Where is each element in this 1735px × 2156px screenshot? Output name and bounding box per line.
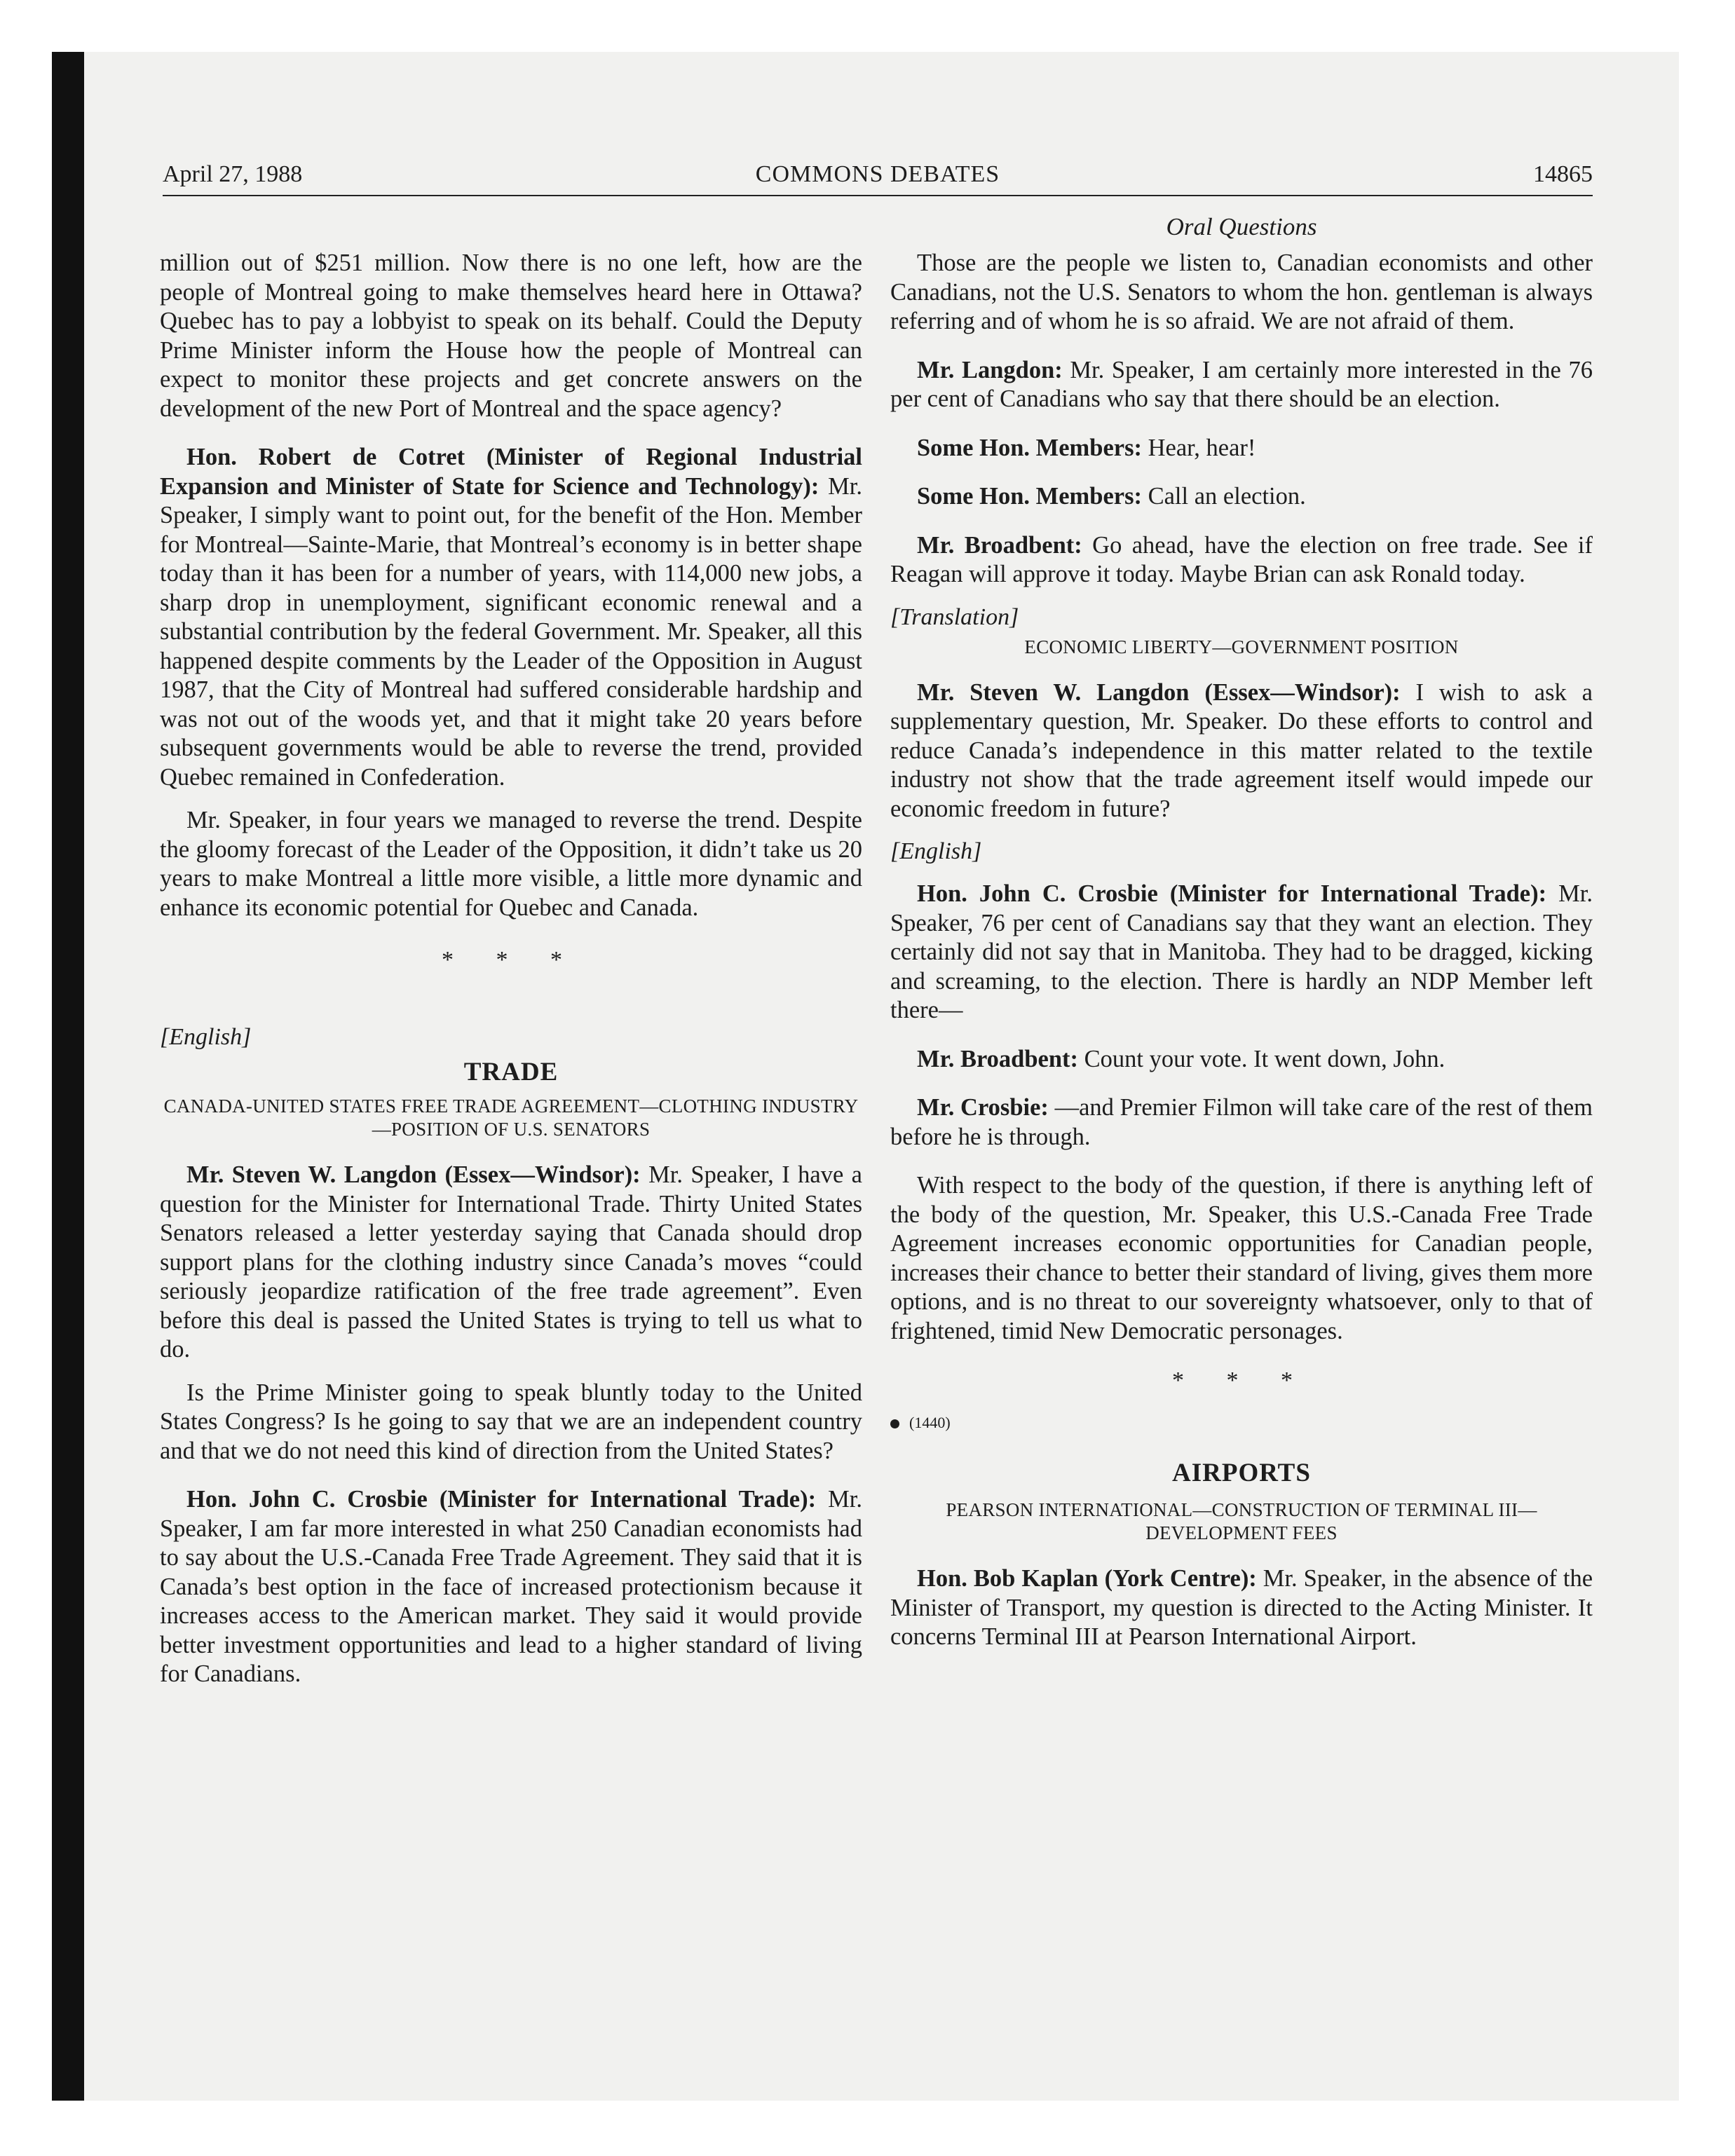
header-page-number: 14865 bbox=[1533, 161, 1593, 187]
speaker-name: Mr. Crosbie: bbox=[917, 1094, 1049, 1121]
language-tag: [Translation] bbox=[890, 603, 1019, 630]
speaker-name: Hon. John C. Crosbie (Minister for International Trade): bbox=[917, 880, 1547, 907]
speech-text: Hear, hear! bbox=[1141, 434, 1256, 461]
speaker-name: Hon. Bob Kaplan (York Centre): bbox=[917, 1565, 1257, 1592]
paragraph bbox=[160, 1485, 862, 1689]
section-subheading: ECONOMIC LIBERTY—GOVERNMENT POSITION bbox=[1024, 636, 1459, 657]
speech-text: Mr. Speaker, I simply want to point out, for the benefit of the Hon. Member for Montreal—Sainte-Marie, that Montreal’s economy is in better shape today than it has been for a number of years, with 114,000 new jobs, a sharp drop in unemployment, significant economic renewal and a substantial contribution by the federal Government. Mr. Speaker, all this happened despite comments by the Leader of the Opposition in August 1987, that the City of Montreal had suffered considerable hardship and was not out of the woods yet, and that it might take 20 years before subsequent governments would be able to reverse the trend, provided Quebec remained in Confederation. bbox=[160, 472, 863, 791]
paragraph bbox=[890, 1564, 1593, 1652]
speaker-name: Some Hon. Members: bbox=[917, 434, 1142, 461]
speaker-name: Hon. John C. Crosbie (Minister for International Trade): bbox=[186, 1486, 817, 1513]
speech-text: Mr. Speaker, in the absence of the Minister of Transport, my question is directed to the Acting Minister. It concerns Terminal III at Pearson International Airport. bbox=[890, 1565, 1593, 1650]
time-marker-text: (1440) bbox=[909, 1414, 951, 1431]
speech-text: Mr. Speaker, 76 per cent of Canadians say that they want an election. They certainly did not say that in Manitoba. They had to be dragged, kicking and screaming, to the election. There is hardly an NDP Member left there— bbox=[890, 880, 1593, 1023]
speech-text: —and Premier Filmon will take care of the rest of them before he is through. bbox=[890, 1094, 1593, 1150]
speech-text: Mr. Speaker, I have a question for the Minister for International Trade. Thirty United States Senators released a letter yesterday saying that Canada should drop support plans for the clothing industry since Canada’s moves “could seriously jeopardize ratification of the free trade agreement”. Even before this deal is passed the United States is trying to tell us what to do. bbox=[160, 1161, 862, 1363]
section-subheading: PEARSON INTERNATIONAL—CONSTRUCTION OF TERMINAL III—DEVELOPMENT FEES bbox=[946, 1499, 1537, 1543]
section-label: Oral Questions bbox=[1166, 213, 1317, 240]
paragraph: Is the Prime Minister going to speak bluntly today to the United States Congress? Is he going to say that we are an independent country and that we do not need this kind of direction from the United States? bbox=[160, 1379, 862, 1464]
paragraph bbox=[890, 1045, 1593, 1074]
speech-text: Mr. Speaker, I am far more interested in what 250 Canadian economists had to say about the U.S.-Canada Free Trade Agreement. They said that it is Canada’s best option in the face of increased protectionism because it increases access to the American market. They said it would provide better investment opportunities and lead to a higher standard of living for Canadians. bbox=[160, 1486, 863, 1687]
paragraph bbox=[890, 678, 1593, 824]
speaker-name: Mr. Langdon: bbox=[917, 356, 1063, 383]
speaker-name: Mr. Steven W. Langdon (Essex—Windsor): bbox=[917, 678, 1401, 706]
paragraph: Mr. Speaker, in four years we managed to reverse the trend. Despite the gloomy forecast of the Leader of the Opposition, it didn’t take us 20 years to make Montreal a little more visible, a little more dynamic and enhance its economic potential for Quebec and Canada. bbox=[160, 807, 862, 921]
header-date: April 27, 1988 bbox=[163, 161, 303, 187]
speech-text: I wish to ask a supplementary question, Mr. Speaker. Do these efforts to control and reduce Canada’s independence in this matter related to the textile industry not show that the trade agreement itself would impede our economic freedom in future? bbox=[890, 678, 1593, 822]
paragraph bbox=[890, 356, 1593, 414]
left-column bbox=[160, 249, 862, 1689]
paragraph bbox=[160, 1161, 862, 1365]
paragraph: Those are the people we listen to, Canadian economists and other Canadians, not the U.S. Senators to whom the hon. gentleman is always referring and of whom he is so afraid. We are not afraid of them. bbox=[890, 250, 1593, 334]
running-header bbox=[163, 154, 1593, 196]
section-divider-stars: * * * bbox=[1172, 1367, 1311, 1393]
paragraph bbox=[890, 482, 1593, 512]
section-divider-stars: * * * bbox=[442, 947, 580, 973]
right-column bbox=[890, 249, 1593, 1652]
header-title: COMMONS DEBATES bbox=[755, 161, 1000, 187]
section-heading: TRADE bbox=[463, 1058, 559, 1086]
bullet-icon bbox=[890, 1419, 899, 1428]
speech-text: Call an election. bbox=[1141, 483, 1306, 510]
paragraph bbox=[890, 531, 1593, 589]
language-tag: [English] bbox=[890, 838, 982, 864]
speaker-name: Hon. Robert de Cotret (Minister of Regional Industrial Expansion and Minister of State for Science and Technology): bbox=[160, 444, 862, 500]
paragraph bbox=[890, 434, 1593, 463]
paragraph: million out of $251 million. Now there is no one left, how are the people of Montreal going to make themselves heard here in Ottawa? Quebec has to pay a lobbyist to speak on its behalf. Could the Deputy Prime Minister inform the House how the people of Montreal can expect to monitor these projects and get concrete answers on the development of the new Port of Montreal and the space agency? bbox=[160, 250, 862, 422]
time-marker bbox=[890, 1409, 1593, 1437]
language-tag: [English] bbox=[160, 1024, 252, 1050]
speaker-name: Some Hon. Members: bbox=[917, 483, 1142, 510]
paragraph bbox=[890, 880, 1593, 1025]
speech-text: Mr. Speaker, I am certainly more interested in the 76 per cent of Canadians who say that there should be an election. bbox=[890, 356, 1593, 412]
scan-edge-bar bbox=[52, 52, 84, 2101]
speaker-name: Mr. Broadbent: bbox=[917, 531, 1082, 559]
paragraph bbox=[160, 443, 862, 792]
speech-text: Count your vote. It went down, John. bbox=[1078, 1045, 1445, 1072]
paragraph: With respect to the body of the question, if there is anything left of the body of the question, Mr. Speaker, this U.S.-Canada Free Trade Agreement increases economic opportunities for Canadian people, increases their chance to better their standard of living, gives them more options, and is no threat to our sovereignty whatsoever, only to that of frightened, timid New Democratic personages. bbox=[890, 1172, 1593, 1344]
speech-text: Go ahead, have the election on free trade. See if Reagan will approve it today. Maybe Brian can ask Ronald today. bbox=[890, 531, 1593, 587]
speaker-name: Mr. Steven W. Langdon (Essex—Windsor): bbox=[186, 1161, 641, 1188]
section-subheading: CANADA-UNITED STATES FREE TRADE AGREEMENT—CLOTHING INDUSTRY—POSITION OF U.S. SENATORS bbox=[163, 1096, 859, 1140]
speaker-name: Mr. Broadbent: bbox=[917, 1045, 1079, 1072]
paragraph bbox=[890, 1093, 1593, 1152]
section-heading: AIRPORTS bbox=[1172, 1459, 1311, 1487]
